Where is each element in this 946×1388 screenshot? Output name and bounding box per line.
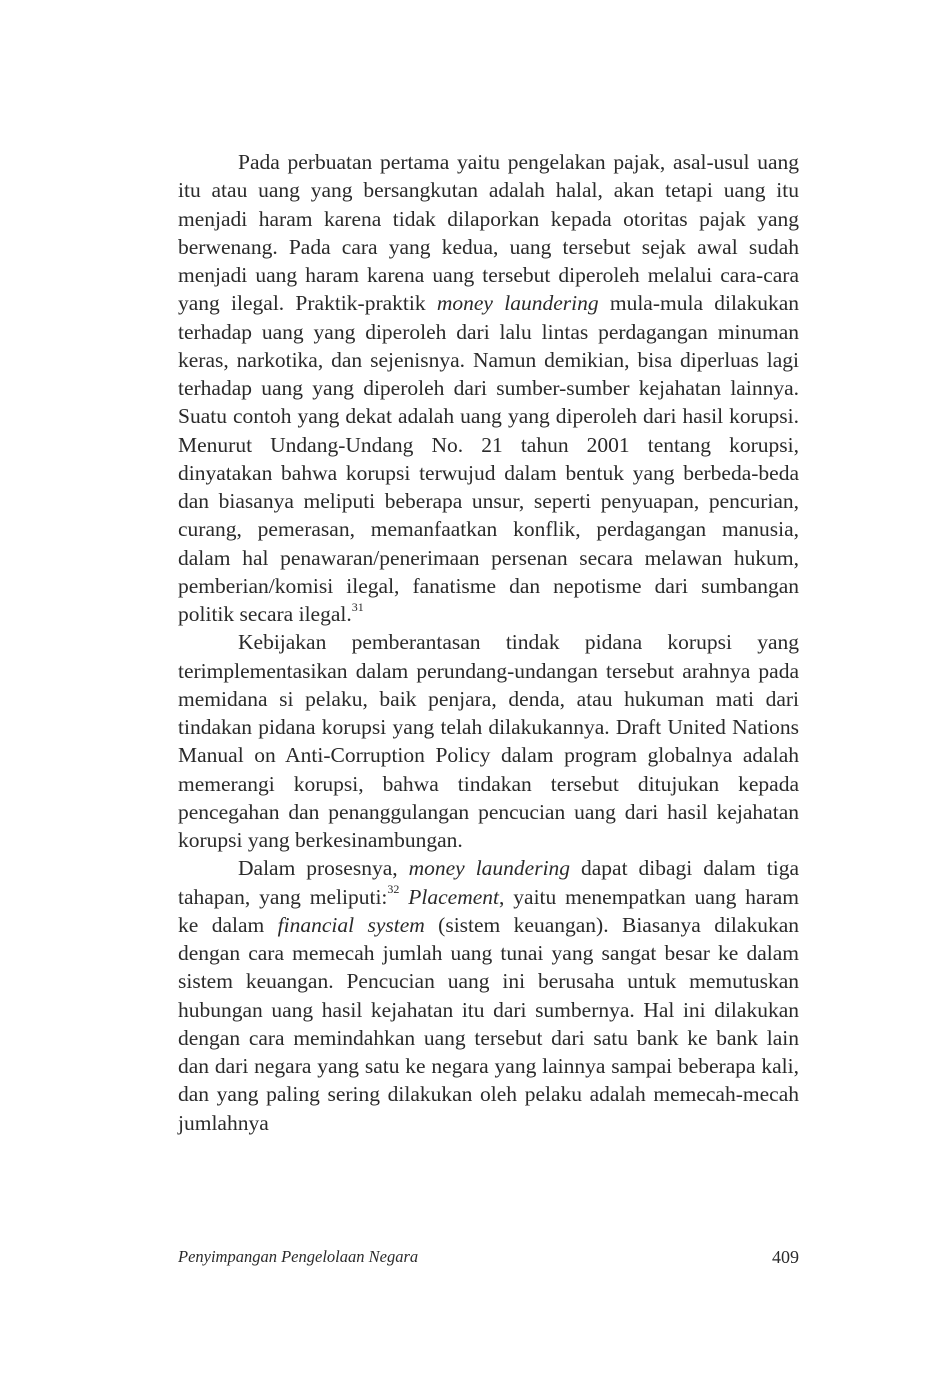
page-number: 409 xyxy=(772,1247,799,1267)
paragraph-1 xyxy=(178,148,799,628)
page-footer xyxy=(178,1247,799,1273)
body-text xyxy=(178,148,799,1137)
paragraph-2 xyxy=(178,628,799,854)
italic-term-placement: Placement xyxy=(408,884,500,909)
text-run: (sistem keuangan). Biasanya dilakukan dengan cara memecah jumlah uang tunai yang sangat besar ke dalam sistem keuangan. Pencucian uang ini berusaha untuk memutuskan hubungan uang hasil kejahatan itu dari sumbernya. Hal ini dilakukan dengan cara memindahkan uang tersebut dari satu bank ke bank lain dan dari negara yang satu ke negara yang lainnya sampai beberapa kali, dan yang paling sering dilakukan oleh pelaku adalah memecah-mecah jumlahnya xyxy=(178,912,799,1135)
italic-term-money-laundering: money laundering xyxy=(436,291,599,316)
text-run: Kebijakan pemberantasan tindak pidana korupsi yang terimplementasikan dalam perundang-undangan tersebut arahnya pada memidana si pelaku, baik penjara, denda, atau hukuman mati dari tindakan pidana korupsi yang telah dilakukannya. Draft United Nations Manual on Anti-Corruption Policy dalam program globalnya adalah memerangi korupsi, bahwa tindakan tersebut ditujukan kepada pencegahan dan penanggulangan pencucian uang dari hasil kejahatan korupsi yang berkesinambungan. xyxy=(178,630,799,852)
text-run: dapat dibagi dalam tiga tahapan, yang meliputi: xyxy=(178,856,799,909)
italic-term-financial-system: financial system xyxy=(277,912,425,937)
paragraph-3 xyxy=(178,854,799,1137)
italic-term-money-laundering: money laundering xyxy=(408,856,571,881)
text-run: mula-mula dilakukan terhadap uang yang diperoleh dari lalu lintas perdagangan minuman keras, narkotika, dan sejenisnya. Namun demikian, bisa diperluas lagi terhadap uang yang diperoleh dari sumber-sumber kejahatan lainnya. Suatu contoh yang dekat adalah uang yang diperoleh dari hasil korupsi. Menurut Undang-Undang No. 21 tahun 2001 tentang korupsi, dinyatakan bahwa korupsi terwujud dalam bentuk yang berbeda-beda dan biasanya meliputi beberapa unsur, seperti penyuapan, pencurian, curang, pemerasan, memanfaatkan konflik, perdagangan manusia, dalam hal penawaran/penerimaan persenan secara melawan hukum, pemberian/komisi ilegal, fanatisme dan nepotisme dari sumbangan politik secara ilegal. xyxy=(178,291,800,626)
text-run: Dalam prosesnya, xyxy=(238,856,409,881)
text-run: Pada perbuatan pertama yaitu pengelakan pajak, asal-usul uang itu atau uang yang bersangkutan adalah halal, akan tetapi uang itu menjadi haram karena tidak dilaporkan kepada otoritas pajak yang berwenang. Pada cara yang kedua, uang tersebut sejak awal sudah menjadi uang haram karena uang tersebut diperoleh melalui cara-cara yang ilegal. Praktik-praktik xyxy=(178,150,799,316)
running-title: Penyimpangan Pengelolaan Negara xyxy=(178,1247,419,1266)
footnote-ref-32: 32 xyxy=(387,882,400,897)
text-run xyxy=(399,885,408,909)
footnote-ref-31: 31 xyxy=(351,599,364,614)
text-run: , yaitu menempatkan uang haram ke dalam xyxy=(178,884,799,937)
